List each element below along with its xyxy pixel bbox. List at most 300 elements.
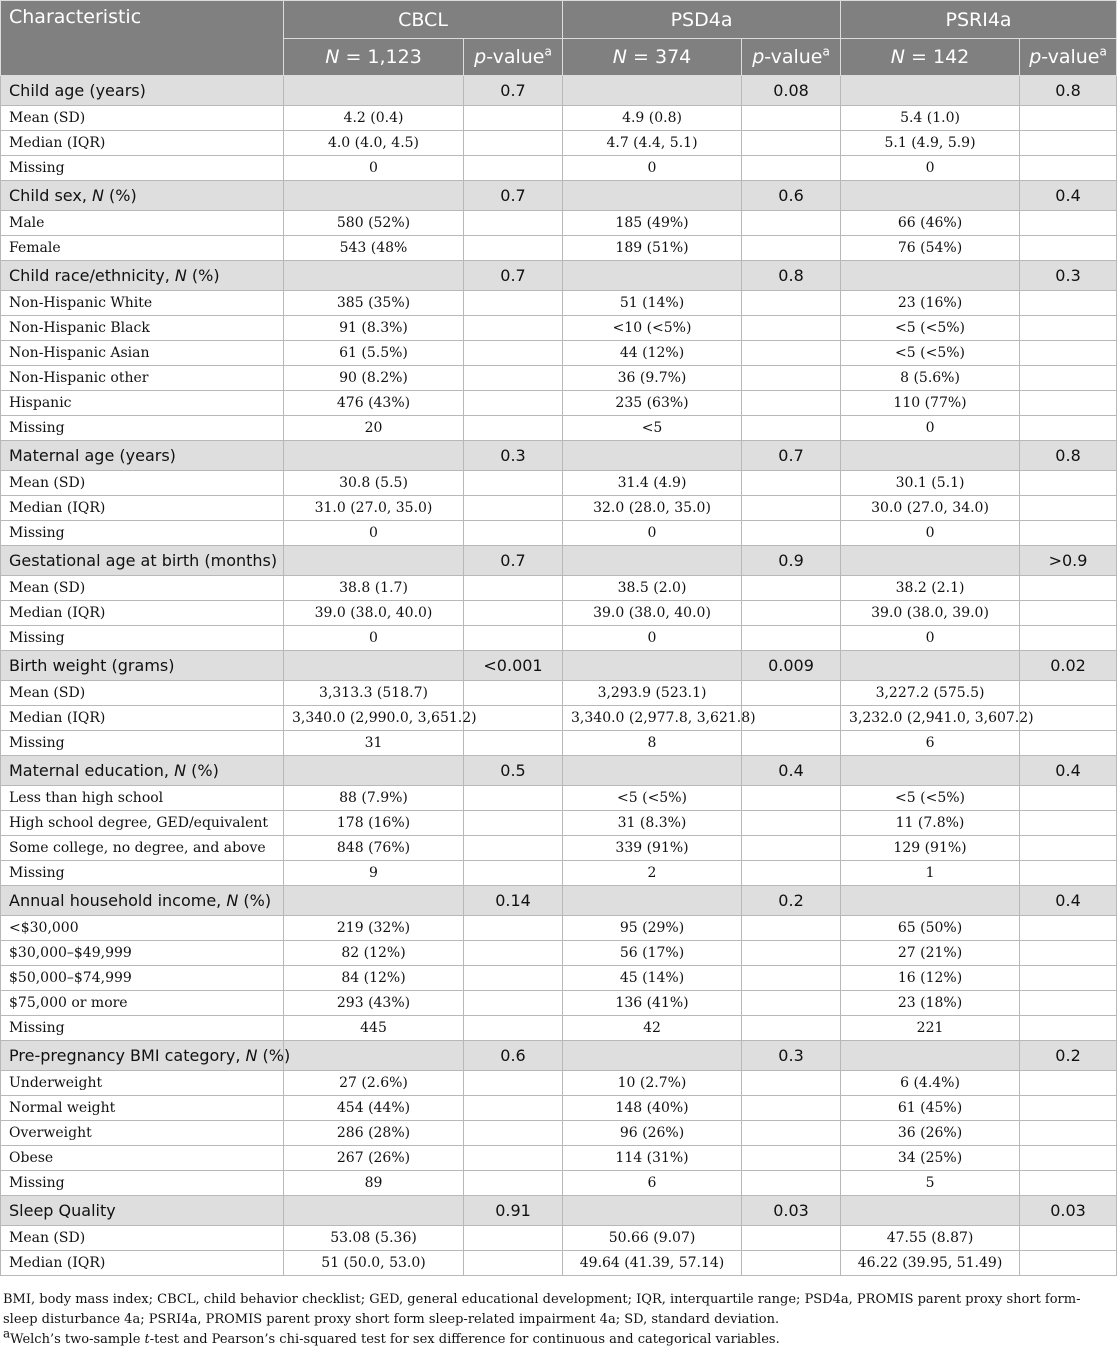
row-pvalue-empty (742, 366, 841, 391)
section-empty-cell (563, 76, 742, 106)
section-label-text: Child sex, (9, 186, 92, 205)
footnote-a: $^a$Welch’s two-sample t-test and Pearson’s chi-squared test for sex difference for continuous and categorical variables. (3, 1326, 780, 1347)
row-label: Mean (SD) (1, 681, 284, 706)
table-row (1, 106, 1117, 131)
row-label: Male (1, 211, 284, 236)
row-value: <5 (<5%) (563, 786, 742, 811)
row-value: 47.55 (8.87) (841, 1226, 1020, 1251)
row-pvalue-empty (1020, 1016, 1117, 1041)
row-label: Hispanic (1, 391, 284, 416)
row-value: 0 (563, 156, 742, 181)
table-row (1, 391, 1117, 416)
section-pvalue: 0.3 (1020, 261, 1117, 291)
table-row (1, 521, 1117, 546)
row-value: 61 (5.5%) (284, 341, 464, 366)
table-row (1, 1121, 1117, 1146)
row-pvalue-empty (742, 156, 841, 181)
footnotes (3, 1290, 1111, 1350)
row-pvalue-empty (464, 576, 563, 601)
table-row (1, 681, 1117, 706)
row-value: 6 (841, 731, 1020, 756)
row-label: Median (IQR) (1, 496, 284, 521)
section-pvalue: 0.6 (464, 1041, 563, 1071)
row-pvalue-empty (464, 811, 563, 836)
row-value: 49.64 (41.39, 57.14) (563, 1251, 742, 1276)
table-row (1, 966, 1117, 991)
row-pvalue-empty (464, 341, 563, 366)
row-value: 65 (50%) (841, 916, 1020, 941)
section-pvalue: 0.5 (464, 756, 563, 786)
row-pvalue-empty (742, 1146, 841, 1171)
section-row (1, 261, 1117, 291)
section-pvalue: 0.3 (742, 1041, 841, 1071)
row-value: 445 (284, 1016, 464, 1041)
row-value: 3,232.0 (2,941.0, 3,607.2) (841, 706, 1020, 731)
section-empty-cell (284, 181, 464, 211)
row-label: $50,000–$74,999 (1, 966, 284, 991)
section-pvalue: 0.7 (464, 76, 563, 106)
row-label: Obese (1, 1146, 284, 1171)
row-pvalue-empty (464, 106, 563, 131)
section-label-text: Maternal age (years) (9, 446, 176, 465)
header-characteristic: Characteristic (1, 1, 284, 76)
section-pvalue: 0.8 (1020, 76, 1117, 106)
row-value: 0 (563, 521, 742, 546)
header-group-cbcl: CBCL (284, 1, 563, 39)
row-pvalue-empty (742, 576, 841, 601)
row-pvalue-empty (1020, 1251, 1117, 1276)
section-label (1, 886, 284, 916)
row-label: Median (IQR) (1, 131, 284, 156)
row-pvalue-empty (742, 471, 841, 496)
row-label: Missing (1, 861, 284, 886)
row-label: Missing (1, 626, 284, 651)
row-value: 6 (4.4%) (841, 1071, 1020, 1096)
footnote-abbreviations: BMI, body mass index; CBCL, child behavior checklist; GED, general educational development; IQR, interquartile range; PSD4a, PROMIS parent proxy short form-sleep disturbance 4a; PSRI4a, PROMIS parent proxy short form sleep-related impairment 4a; SD, standard deviation. (3, 1292, 1081, 1327)
table-row (1, 156, 1117, 181)
row-value: 5.1 (4.9, 5.9) (841, 131, 1020, 156)
row-value: 6 (563, 1171, 742, 1196)
row-value: 23 (18%) (841, 991, 1020, 1016)
row-value: 2 (563, 861, 742, 886)
row-value: 16 (12%) (841, 966, 1020, 991)
section-label-italic: N (91, 186, 104, 205)
row-pvalue-empty (464, 941, 563, 966)
row-pvalue-empty (1020, 786, 1117, 811)
row-label: Median (IQR) (1, 601, 284, 626)
section-row (1, 76, 1117, 106)
row-value: 20 (284, 416, 464, 441)
row-value: 31.4 (4.9) (563, 471, 742, 496)
row-value: 42 (563, 1016, 742, 1041)
section-label-text: Birth weight (grams) (9, 656, 175, 675)
row-pvalue-empty (1020, 1146, 1117, 1171)
row-pvalue-empty (464, 1016, 563, 1041)
row-pvalue-empty (1020, 416, 1117, 441)
row-pvalue-empty (1020, 156, 1117, 181)
row-value: 580 (52%) (284, 211, 464, 236)
table-row (1, 211, 1117, 236)
row-pvalue-empty (464, 966, 563, 991)
row-value: 76 (54%) (841, 236, 1020, 261)
row-value: 3,227.2 (575.5) (841, 681, 1020, 706)
row-value: 4.2 (0.4) (284, 106, 464, 131)
row-label: Female (1, 236, 284, 261)
section-pvalue: 0.2 (742, 886, 841, 916)
table-row (1, 811, 1117, 836)
section-pvalue: 0.02 (1020, 651, 1117, 681)
row-value: 9 (284, 861, 464, 886)
row-value: 38.5 (2.0) (563, 576, 742, 601)
row-value: 110 (77%) (841, 391, 1020, 416)
row-value: 45 (14%) (563, 966, 742, 991)
section-empty-cell (284, 756, 464, 786)
row-pvalue-empty (464, 131, 563, 156)
table-body (1, 76, 1117, 1276)
section-label-suffix: (%) (257, 1046, 291, 1065)
row-value: 1 (841, 861, 1020, 886)
row-value: 56 (17%) (563, 941, 742, 966)
section-empty-cell (563, 651, 742, 681)
row-value: 39.0 (38.0, 40.0) (563, 601, 742, 626)
section-empty-cell (284, 886, 464, 916)
table-row (1, 1146, 1117, 1171)
row-value: 61 (45%) (841, 1096, 1020, 1121)
row-value: 114 (31%) (563, 1146, 742, 1171)
section-row (1, 546, 1117, 576)
row-value: 3,340.0 (2,990.0, 3,651.2) (284, 706, 464, 731)
section-pvalue: 0.4 (1020, 181, 1117, 211)
section-empty-cell (563, 1041, 742, 1071)
row-pvalue-empty (742, 601, 841, 626)
section-label-text: Sleep Quality (9, 1201, 116, 1220)
section-pvalue: 0.4 (1020, 886, 1117, 916)
row-value: 44 (12%) (563, 341, 742, 366)
header-pvalue-cbcl: p-value$^a$ (464, 39, 563, 76)
section-pvalue: 0.6 (742, 181, 841, 211)
row-pvalue-empty (742, 991, 841, 1016)
table-row (1, 341, 1117, 366)
section-label (1, 441, 284, 471)
table-row (1, 1171, 1117, 1196)
row-value: 30.0 (27.0, 34.0) (841, 496, 1020, 521)
row-label: Missing (1, 521, 284, 546)
section-pvalue: <0.001 (464, 651, 563, 681)
row-value: 11 (7.8%) (841, 811, 1020, 836)
row-pvalue-empty (1020, 706, 1117, 731)
section-empty-cell (563, 546, 742, 576)
row-value: 219 (32%) (284, 916, 464, 941)
row-value: 46.22 (39.95, 51.49) (841, 1251, 1020, 1276)
section-label-suffix: (%) (238, 891, 272, 910)
row-label: Mean (SD) (1, 106, 284, 131)
section-pvalue: 0.009 (742, 651, 841, 681)
section-label-suffix: (%) (186, 266, 220, 285)
row-pvalue-empty (742, 706, 841, 731)
row-label: Non-Hispanic White (1, 291, 284, 316)
row-pvalue-empty (1020, 626, 1117, 651)
row-value: 339 (91%) (563, 836, 742, 861)
row-pvalue-empty (464, 836, 563, 861)
row-value: 189 (51%) (563, 236, 742, 261)
section-label-italic: N (174, 266, 187, 285)
table-row (1, 316, 1117, 341)
section-empty-cell (563, 441, 742, 471)
section-label-text: Gestational age at birth (months) (9, 551, 278, 570)
row-pvalue-empty (742, 211, 841, 236)
row-value: 88 (7.9%) (284, 786, 464, 811)
row-value: 129 (91%) (841, 836, 1020, 861)
section-pvalue: 0.91 (464, 1196, 563, 1226)
row-pvalue-empty (742, 1096, 841, 1121)
row-value: 10 (2.7%) (563, 1071, 742, 1096)
row-pvalue-empty (742, 681, 841, 706)
row-value: 53.08 (5.36) (284, 1226, 464, 1251)
row-pvalue-empty (464, 416, 563, 441)
row-pvalue-empty (464, 706, 563, 731)
row-pvalue-empty (464, 316, 563, 341)
row-value: 8 (5.6%) (841, 366, 1020, 391)
section-label (1, 1041, 291, 1071)
row-value: 454 (44%) (284, 1096, 464, 1121)
section-empty-cell (284, 651, 464, 681)
header-n-psri4a: N = 142 (841, 39, 1020, 76)
table-row (1, 916, 1117, 941)
row-value: 476 (43%) (284, 391, 464, 416)
row-pvalue-empty (742, 861, 841, 886)
row-label: Missing (1, 731, 284, 756)
section-label (1, 651, 284, 681)
row-value: 96 (26%) (563, 1121, 742, 1146)
row-pvalue-empty (464, 991, 563, 1016)
section-empty-cell (563, 181, 742, 211)
section-empty-cell (841, 181, 1020, 211)
row-value: 385 (35%) (284, 291, 464, 316)
section-empty-cell (284, 441, 464, 471)
header-row-groups (1, 1, 1117, 39)
section-empty-cell (841, 886, 1020, 916)
row-pvalue-empty (464, 1171, 563, 1196)
row-pvalue-empty (742, 786, 841, 811)
row-value: 4.7 (4.4, 5.1) (563, 131, 742, 156)
section-pvalue: 0.14 (464, 886, 563, 916)
row-value: 0 (284, 156, 464, 181)
row-label: Median (IQR) (1, 706, 284, 731)
row-value: <5 (<5%) (841, 341, 1020, 366)
table-row (1, 1251, 1117, 1276)
section-empty-cell (563, 756, 742, 786)
table-row (1, 416, 1117, 441)
row-value: 5.4 (1.0) (841, 106, 1020, 131)
row-value: 286 (28%) (284, 1121, 464, 1146)
row-pvalue-empty (1020, 576, 1117, 601)
row-value: <5 (<5%) (841, 786, 1020, 811)
row-pvalue-empty (742, 131, 841, 156)
row-pvalue-empty (742, 731, 841, 756)
row-pvalue-empty (464, 786, 563, 811)
row-value: 178 (16%) (284, 811, 464, 836)
row-label: Non-Hispanic Asian (1, 341, 284, 366)
row-pvalue-empty (1020, 681, 1117, 706)
row-label: Non-Hispanic Black (1, 316, 284, 341)
header-group-psri4a: PSRI4a (841, 1, 1117, 39)
section-row (1, 651, 1117, 681)
section-empty-cell (563, 886, 742, 916)
row-pvalue-empty (1020, 496, 1117, 521)
row-value: 30.1 (5.1) (841, 471, 1020, 496)
row-pvalue-empty (464, 861, 563, 886)
table-row (1, 1071, 1117, 1096)
table-row (1, 131, 1117, 156)
section-label-italic: N (226, 891, 239, 910)
row-value: 5 (841, 1171, 1020, 1196)
row-label: Missing (1, 1171, 284, 1196)
row-pvalue-empty (1020, 211, 1117, 236)
section-row (1, 1041, 1117, 1071)
row-pvalue-empty (742, 1016, 841, 1041)
row-pvalue-empty (464, 1226, 563, 1251)
row-pvalue-empty (464, 211, 563, 236)
section-row (1, 756, 1117, 786)
row-label: Missing (1, 156, 284, 181)
row-value: 0 (841, 521, 1020, 546)
row-label: Mean (SD) (1, 471, 284, 496)
row-pvalue-empty (742, 811, 841, 836)
row-value: 27 (2.6%) (284, 1071, 464, 1096)
row-label: <$30,000 (1, 916, 284, 941)
row-pvalue-empty (742, 836, 841, 861)
table-row (1, 991, 1117, 1016)
row-value: 38.8 (1.7) (284, 576, 464, 601)
table-row (1, 236, 1117, 261)
row-pvalue-empty (1020, 1226, 1117, 1251)
row-pvalue-empty (1020, 1096, 1117, 1121)
section-pvalue: 0.4 (1020, 756, 1117, 786)
section-empty-cell (284, 76, 464, 106)
row-label: Less than high school (1, 786, 284, 811)
row-value: 84 (12%) (284, 966, 464, 991)
row-label: Overweight (1, 1121, 284, 1146)
row-value: 32.0 (28.0, 35.0) (563, 496, 742, 521)
row-value: 82 (12%) (284, 941, 464, 966)
row-value: 293 (43%) (284, 991, 464, 1016)
table-row (1, 706, 1117, 731)
row-pvalue-empty (1020, 106, 1117, 131)
table-row (1, 496, 1117, 521)
section-label-text: Pre-pregnancy BMI category, (9, 1046, 246, 1065)
row-pvalue-empty (464, 391, 563, 416)
table-row (1, 786, 1117, 811)
row-pvalue-empty (742, 521, 841, 546)
header-n-cbcl: N = 1,123 (284, 39, 464, 76)
header-group-psd4a: PSD4a (563, 1, 841, 39)
table-row (1, 941, 1117, 966)
row-label: Missing (1, 1016, 284, 1041)
row-pvalue-empty (464, 1096, 563, 1121)
row-pvalue-empty (1020, 811, 1117, 836)
section-empty-cell (284, 1041, 464, 1071)
section-label-text: Maternal education, (9, 761, 175, 780)
table-row (1, 1016, 1117, 1041)
row-pvalue-empty (1020, 601, 1117, 626)
section-pvalue: >0.9 (1020, 546, 1117, 576)
section-pvalue: 0.2 (1020, 1041, 1117, 1071)
row-pvalue-empty (1020, 236, 1117, 261)
row-value: 185 (49%) (563, 211, 742, 236)
row-value: 51 (50.0, 53.0) (284, 1251, 464, 1276)
row-value: 23 (16%) (841, 291, 1020, 316)
row-pvalue-empty (742, 391, 841, 416)
row-pvalue-empty (1020, 131, 1117, 156)
section-empty-cell (563, 261, 742, 291)
section-empty-cell (284, 1196, 464, 1226)
row-pvalue-empty (1020, 861, 1117, 886)
row-value: 4.0 (4.0, 4.5) (284, 131, 464, 156)
row-value: 31 (8.3%) (563, 811, 742, 836)
row-label: High school degree, GED/equivalent (1, 811, 284, 836)
row-value: 50.66 (9.07) (563, 1226, 742, 1251)
table-row (1, 1096, 1117, 1121)
row-value: 66 (46%) (841, 211, 1020, 236)
row-value: 89 (284, 1171, 464, 1196)
section-pvalue: 0.7 (464, 546, 563, 576)
row-value: 31 (284, 731, 464, 756)
section-pvalue: 0.8 (1020, 441, 1117, 471)
row-value: 38.2 (2.1) (841, 576, 1020, 601)
section-empty-cell (841, 651, 1020, 681)
row-pvalue-empty (742, 1121, 841, 1146)
section-label (1, 181, 284, 211)
section-label-text: Child race/ethnicity, (9, 266, 175, 285)
row-label: Mean (SD) (1, 576, 284, 601)
row-pvalue-empty (1020, 366, 1117, 391)
section-pvalue: 0.3 (464, 441, 563, 471)
row-pvalue-empty (464, 496, 563, 521)
row-pvalue-empty (464, 601, 563, 626)
section-label-text: Child age (years) (9, 81, 146, 100)
row-pvalue-empty (742, 1251, 841, 1276)
section-label (1, 1196, 284, 1226)
section-row (1, 181, 1117, 211)
row-pvalue-empty (742, 341, 841, 366)
row-pvalue-empty (464, 626, 563, 651)
row-value: <5 (563, 416, 742, 441)
row-label: $30,000–$49,999 (1, 941, 284, 966)
row-pvalue-empty (464, 156, 563, 181)
row-value: 30.8 (5.5) (284, 471, 464, 496)
row-pvalue-empty (1020, 521, 1117, 546)
row-value: 235 (63%) (563, 391, 742, 416)
section-pvalue: 0.8 (742, 261, 841, 291)
row-pvalue-empty (1020, 291, 1117, 316)
row-pvalue-empty (742, 316, 841, 341)
section-label-italic: N (245, 1046, 258, 1065)
row-value: 0 (284, 521, 464, 546)
row-pvalue-empty (1020, 966, 1117, 991)
section-label (1, 261, 284, 291)
row-label: Missing (1, 416, 284, 441)
row-value: 27 (21%) (841, 941, 1020, 966)
section-empty-cell (841, 261, 1020, 291)
section-row (1, 886, 1117, 916)
row-pvalue-empty (464, 681, 563, 706)
row-pvalue-empty (742, 626, 841, 651)
section-empty-cell (841, 441, 1020, 471)
row-value: 267 (26%) (284, 1146, 464, 1171)
row-label: Non-Hispanic other (1, 366, 284, 391)
row-pvalue-empty (1020, 941, 1117, 966)
section-pvalue: 0.4 (742, 756, 841, 786)
